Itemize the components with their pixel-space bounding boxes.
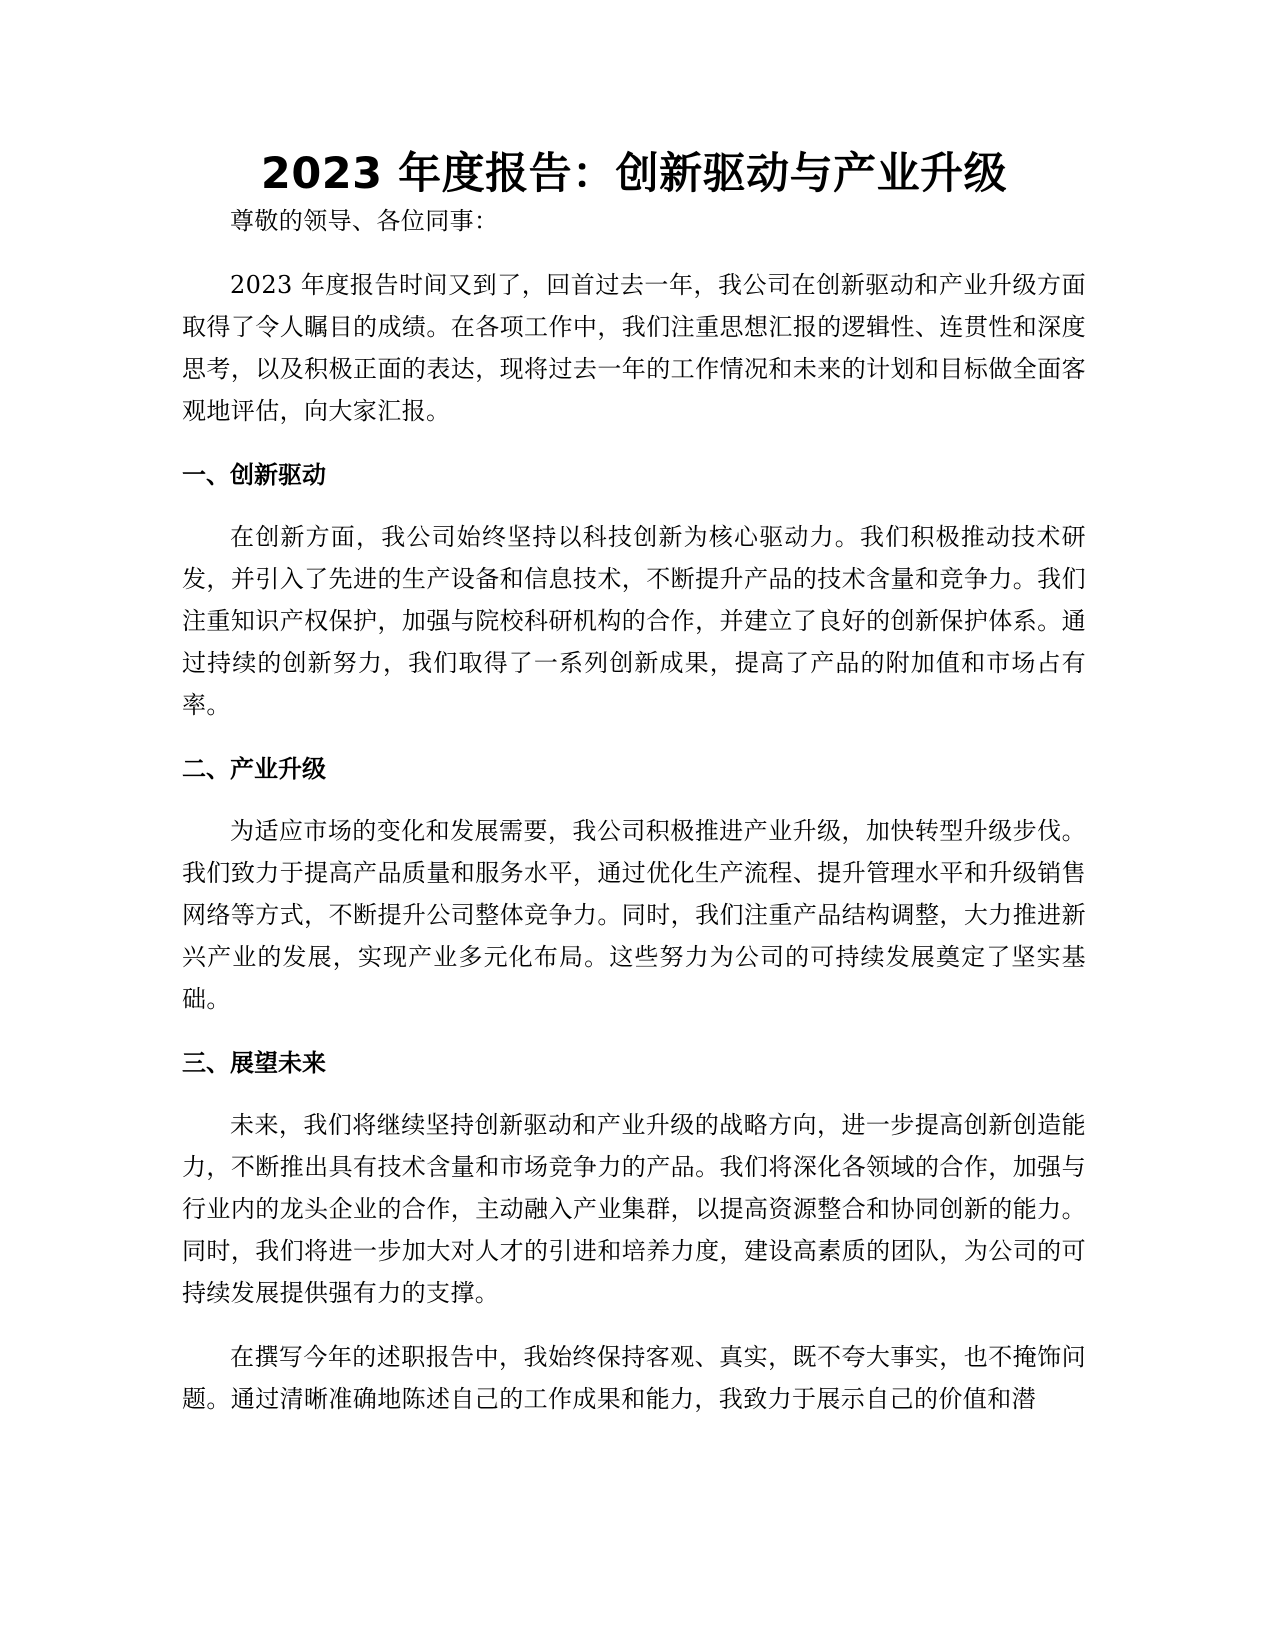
section-paragraph-innovation: 在创新方面，我公司始终坚持以科技创新为核心驱动力。我们积极推动技术研发，并引入了先进的生产设备和信息技术，不断提升产品的技术含量和竞争力。我们注重知识产权保护，加强与院校科研机构的合作，并建立了良好的创新保护体系。通过持续的创新努力，我们取得了一系列创新成果，提高了产品的附加值和市场占有率。 xyxy=(182,523,1086,719)
intro-paragraph: 2023 年度报告时间又到了，回首过去一年，我公司在创新驱动和产业升级方面取得了令人瞩目的成绩。在各项工作中，我们注重思想汇报的逻辑性、连贯性和深度思考，以及积极正面的表达，现将过去一年的工作情况和未来的计划和目标做全面客观地评估，向大家汇报。 xyxy=(182,271,1086,425)
section-paragraph-outlook: 未来，我们将继续坚持创新驱动和产业升级的战略方向，进一步提高创新创造能力，不断推出具有技术含量和市场竞争力的产品。我们将深化各领域的合作，加强与行业内的龙头企业的合作，主动融入产业集群，以提高资源整合和协同创新的能力。同时，我们将进一步加大对人才的引进和培养力度，建设高素质的团队，为公司的可持续发展提供强有力的支撑。 xyxy=(182,1111,1086,1307)
document-body xyxy=(182,148,1086,1420)
section-heading-innovation: 一、创新驱动 xyxy=(182,461,326,489)
section-heading-outlook: 三、展望未来 xyxy=(182,1049,326,1077)
greeting-paragraph: 尊敬的领导、各位同事： xyxy=(230,207,499,235)
closing-paragraph: 在撰写今年的述职报告中，我始终保持客观、真实，既不夸大事实，也不掩饰问题。通过清晰准确地陈述自己的工作成果和能力，我致力于展示自己的价值和潜 xyxy=(182,1343,1086,1413)
section-paragraph-industry-upgrade: 为适应市场的变化和发展需要，我公司积极推进产业升级，加快转型升级步伐。我们致力于提高产品质量和服务水平，通过优化生产流程、提升管理水平和升级销售网络等方式，不断提升公司整体竞争力。同时，我们注重产品结构调整，大力推进新兴产业的发展，实现产业多元化布局。这些努力为公司的可持续发展奠定了坚实基础。 xyxy=(182,817,1086,1013)
document-title: 2023 年度报告：创新驱动与产业升级 xyxy=(260,149,1008,199)
section-heading-industry-upgrade: 二、产业升级 xyxy=(182,755,326,783)
